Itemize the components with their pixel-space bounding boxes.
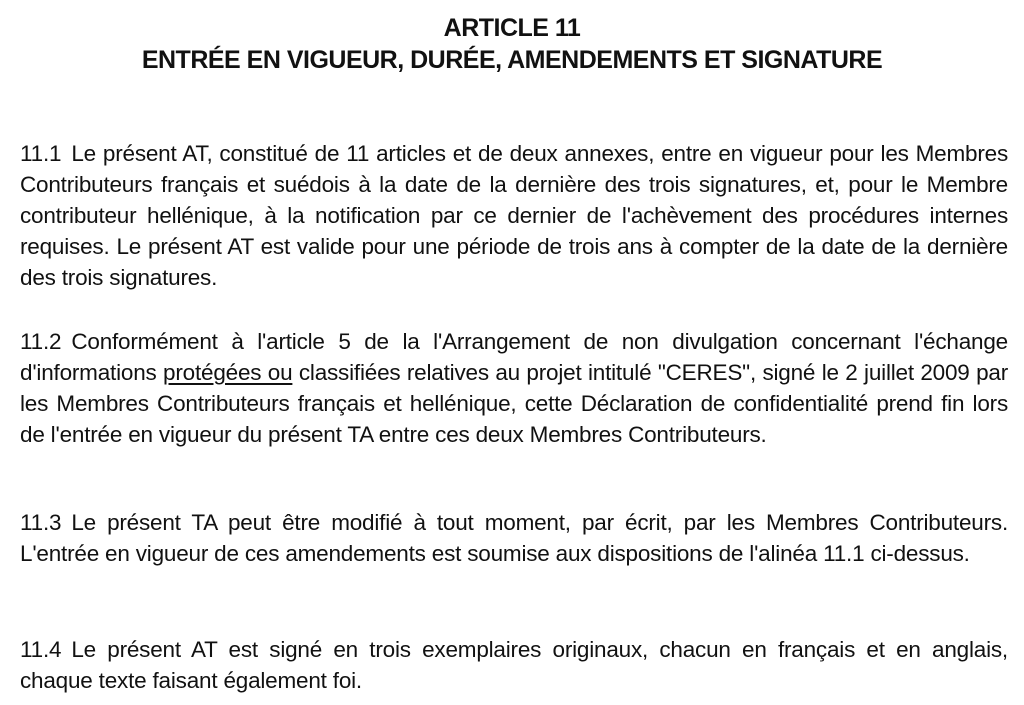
paragraph-text: Le présent TA peut être modifié à tout moment, par écrit, par les Membres Contributeurs. L'entrée en vigueur de ces amendements est soumise aux dispositions de l'alinéa 11.1 ci-dessus. [20,510,1008,566]
article-subtitle: ENTRÉE EN VIGUEUR, DURÉE, AMENDEMENTS ET SIGNATURE [141,46,883,74]
paragraph-text: Le présent AT, constitué de 11 articles et de deux annexes, entre en vigueur pour les Membres Contributeurs français et suédois à la date de la dernière des trois signatures, et, pour le Membre contributeur hellénique, à la notification par ce dernier de l'achèvement des procédures internes requises. Le présent AT est valide pour une période de trois ans à compter de la date de la dernière des trois signatures. [20,141,1008,290]
underlined-text: protégées ou [163,360,293,385]
paragraph-11-1 [20,138,1008,293]
paragraph-11-2 [20,326,1008,450]
paragraph-number: 11.3 [20,510,62,535]
paragraph-text: Conformément à l'article 5 de la l'Arrangement de non divulgation concernant l'échange d'informations [20,329,1008,385]
paragraph-number: 11.1 [20,141,62,166]
paragraph-11-4 [20,634,1008,696]
paragraph-11-3 [20,507,1008,569]
article-title: ARTICLE 11 [443,14,581,42]
paragraph-number: 11.2 [20,329,62,354]
paragraph-number: 11.4 [20,637,62,662]
paragraph-text-continued: classifiées relatives au projet intitulé "CERES", signé le 2 juillet 2009 par les Membres Contributeurs français et hellénique, cette Déclaration de confidentialité prend fin lors de l'entrée en vigueur du présent TA entre ces deux Membres Contributeurs. [20,360,1008,447]
paragraph-text: Le présent AT est signé en trois exemplaires originaux, chacun en français et en anglais, chaque texte faisant également foi. [20,637,1008,693]
